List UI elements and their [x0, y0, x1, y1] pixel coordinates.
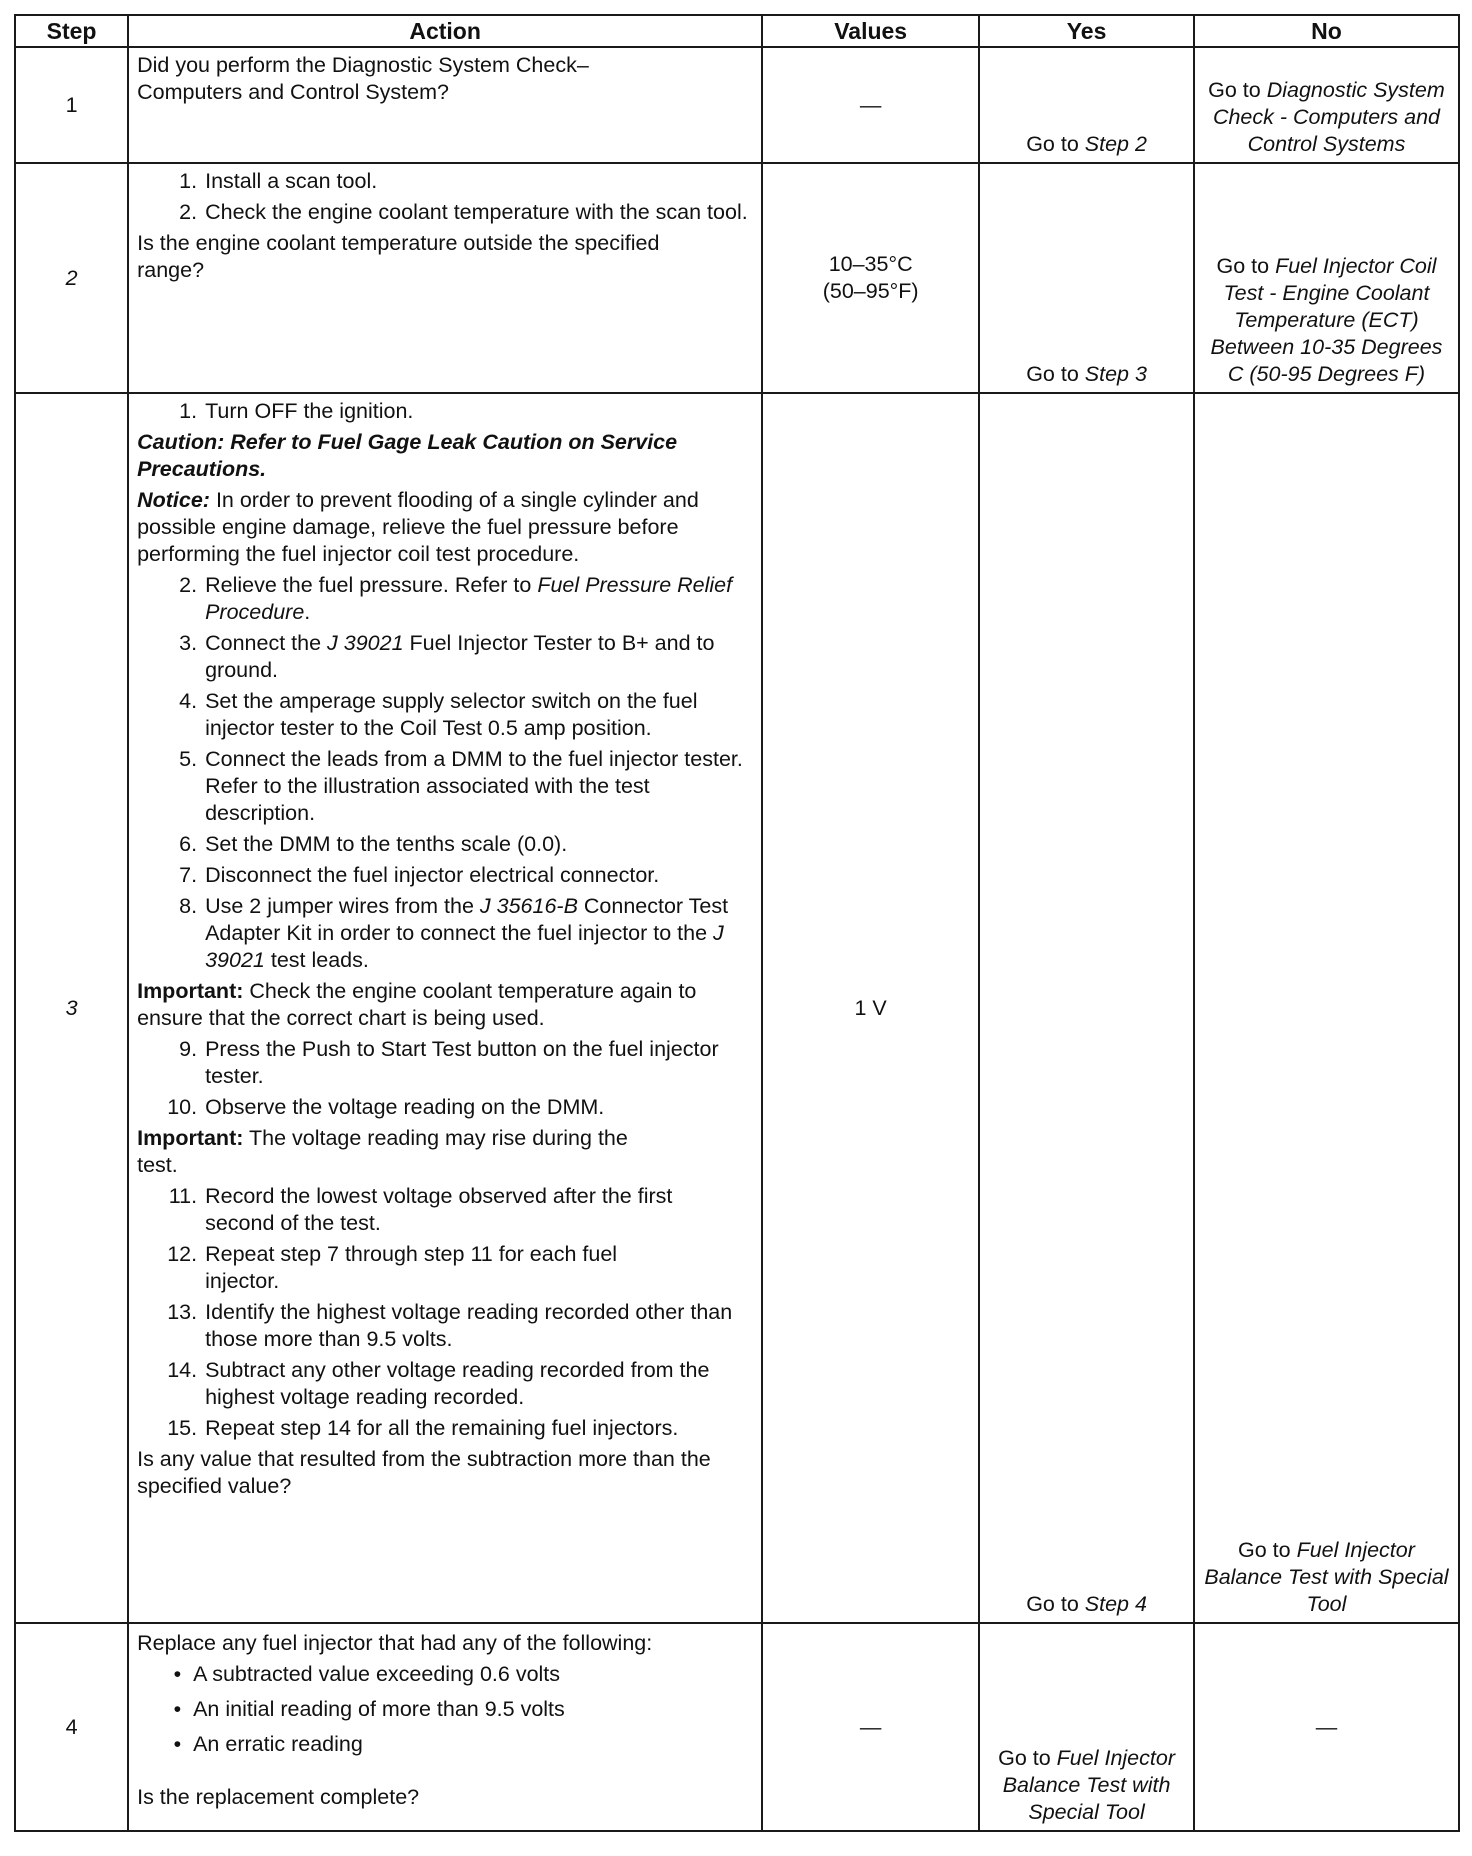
header-values: Values — [762, 15, 979, 47]
item-text: Check the engine coolant temperature with the scan tool. — [205, 200, 748, 224]
item-text: Connect the leads from a DMM to the fuel injector tester. Refer to the illustration associated with the test description. — [205, 747, 743, 825]
action-cell — [128, 1623, 762, 1831]
diagnostic-procedure — [14, 14, 1460, 1832]
item-text: Connect the J 39021 Fuel Injector Tester to B+ and to ground. — [205, 631, 715, 682]
item-number: 9. — [179, 1037, 198, 1061]
header-action: Action — [128, 15, 762, 47]
item-text: Observe the voltage reading on the DMM. — [205, 1095, 605, 1119]
bullet-icon: • — [173, 1732, 182, 1756]
item-text: Disconnect the fuel injector electrical connector. — [205, 863, 660, 887]
yes-prefix: Go to — [1026, 132, 1085, 156]
list-item — [137, 630, 753, 684]
header-step: Step — [15, 15, 128, 47]
table-row — [15, 163, 1459, 393]
value-celsius: 10–35°C — [828, 252, 913, 276]
table-row — [15, 1623, 1459, 1831]
action-cell — [128, 393, 762, 1623]
list-item — [137, 1731, 753, 1758]
item-number: 1. — [179, 169, 198, 193]
yes-cell — [979, 393, 1194, 1623]
action-question: Did you perform the Diagnostic System Check–Computers and Control System? — [137, 53, 589, 104]
value-cell: 1 V — [762, 393, 979, 1623]
step-list — [137, 398, 753, 425]
list-item — [137, 893, 753, 974]
item-text: Set the amperage supply selector switch on the fuel injector tester to the Coil Test 0.5 amp position. — [205, 689, 698, 740]
value-cell — [762, 163, 979, 393]
list-item — [137, 1415, 753, 1442]
list-item — [137, 168, 753, 195]
tool-reference: J 39021 — [205, 921, 724, 972]
no-link[interactable]: Fuel Injector Coil Test - Engine Coolant Temperature (ECT) Between 10-35 Degrees C (50-95 Degrees F) — [1210, 254, 1443, 386]
step-number: 4 — [15, 1623, 128, 1831]
list-item — [137, 1183, 753, 1237]
item-number: 15. — [167, 1416, 198, 1440]
yes-link[interactable]: Step 2 — [1084, 132, 1147, 156]
list-item — [137, 1299, 753, 1353]
notice-text: In order to prevent flooding of a single cylinder and possible engine damage, relieve the fuel pressure before performing the fuel injector coil test procedure. — [137, 488, 699, 566]
action-cell — [128, 47, 762, 163]
action-question: Is the replacement complete? — [137, 1785, 420, 1809]
important-text: The voltage reading may rise during the test. — [137, 1126, 628, 1177]
list-item — [137, 199, 753, 226]
item-text: Turn OFF the ignition. — [205, 399, 414, 423]
important-note — [137, 1125, 753, 1179]
list-item — [137, 572, 753, 626]
step-number: 2 — [15, 163, 128, 393]
important-label: Important: — [137, 1126, 244, 1150]
item-number: 3. — [179, 631, 198, 655]
step-list — [137, 1183, 753, 1442]
item-number: 6. — [179, 832, 198, 856]
yes-prefix: Go to — [1026, 362, 1085, 386]
list-item — [137, 746, 753, 827]
yes-cell — [979, 163, 1194, 393]
list-item — [137, 398, 753, 425]
yes-cell — [979, 1623, 1194, 1831]
notice-note — [137, 487, 753, 568]
item-text: Subtract any other voltage reading recorded from the highest voltage reading recorded. — [205, 1358, 710, 1409]
item-number: 13. — [167, 1300, 198, 1324]
no-prefix: Go to — [1208, 78, 1267, 102]
diagnostic-table — [14, 14, 1460, 1832]
item-number: 4. — [179, 689, 198, 713]
no-cell: — — [1194, 1623, 1459, 1831]
item-text: An initial reading of more than 9.5 volts — [193, 1697, 565, 1721]
tool-reference: J 35616-B — [479, 894, 578, 918]
list-item — [137, 1241, 753, 1295]
no-prefix: Go to — [1238, 1538, 1297, 1562]
yes-cell — [979, 47, 1194, 163]
step-list — [137, 572, 753, 974]
step-number: 1 — [15, 47, 128, 163]
important-note — [137, 978, 753, 1032]
bullet-icon: • — [173, 1697, 182, 1721]
item-text: Repeat step 7 through step 11 for each fuel injector. — [205, 1242, 618, 1293]
item-number: 8. — [179, 894, 198, 918]
yes-prefix: Go to — [998, 1746, 1057, 1770]
yes-link[interactable]: Step 3 — [1084, 362, 1147, 386]
step-list — [137, 1036, 753, 1121]
no-link[interactable]: Fuel Injector Balance Test with Special Tool — [1204, 1538, 1449, 1616]
header-yes: Yes — [979, 15, 1194, 47]
item-text: Repeat step 14 for all the remaining fuel injectors. — [205, 1416, 679, 1440]
no-prefix: Go to — [1216, 254, 1276, 278]
item-number: 10. — [167, 1095, 198, 1119]
value-cell: — — [762, 1623, 979, 1831]
item-text: A subtracted value exceeding 0.6 volts — [193, 1662, 561, 1686]
list-item — [137, 1696, 753, 1723]
item-text: Set the DMM to the tenths scale (0.0). — [205, 832, 568, 856]
procedure-link[interactable]: Fuel Pressure Relief Procedure — [205, 573, 733, 624]
item-number: 11. — [168, 1184, 198, 1208]
no-cell — [1194, 393, 1459, 1623]
action-cell — [128, 163, 762, 393]
action-question: Is any value that resulted from the subtraction more than the specified value? — [137, 1447, 711, 1498]
table-row — [15, 47, 1459, 163]
item-text: Relieve the fuel pressure. Refer to Fuel Pressure Relief Procedure. — [205, 573, 733, 624]
no-cell — [1194, 47, 1459, 163]
item-number: 2. — [179, 200, 198, 224]
list-item — [137, 862, 753, 889]
item-text: Press the Push to Start Test button on the fuel injector tester. — [205, 1037, 719, 1088]
action-intro: Replace any fuel injector that had any of the following: — [137, 1631, 653, 1655]
bullet-icon: • — [173, 1662, 182, 1686]
no-cell — [1194, 163, 1459, 393]
item-number: 5. — [179, 747, 198, 771]
value-fahrenheit: (50–95°F) — [822, 279, 919, 303]
step-list — [137, 168, 753, 226]
list-item — [137, 688, 753, 742]
item-text: Install a scan tool. — [205, 169, 378, 193]
list-item — [137, 1357, 753, 1411]
yes-link[interactable]: Step 4 — [1084, 1592, 1147, 1616]
step-number: 3 — [15, 393, 128, 1623]
item-number: 1. — [179, 399, 198, 423]
item-text: Identify the highest voltage reading recorded other than those more than 9.5 volts. — [205, 1300, 733, 1351]
item-text: Record the lowest voltage observed after the first second of the test. — [205, 1184, 673, 1235]
list-item — [137, 831, 753, 858]
item-number: 14. — [167, 1358, 198, 1382]
item-number: 7. — [179, 863, 198, 887]
item-text: Use 2 jumper wires from the J 35616-B Connector Test Adapter Kit in order to connect the fuel injector to the J 39021 test leads. — [205, 894, 729, 972]
important-text: Check the engine coolant temperature again to ensure that the correct chart is being used. — [137, 979, 697, 1030]
yes-prefix: Go to — [1026, 1592, 1085, 1616]
value-cell: — — [762, 47, 979, 163]
caution-note: Caution: Refer to Fuel Gage Leak Caution on Service Precautions. — [137, 430, 678, 481]
action-question: Is the engine coolant temperature outside the specified range? — [137, 231, 660, 282]
no-link[interactable]: Diagnostic System Check - Computers and Control Systems — [1212, 78, 1445, 156]
header-no: No — [1194, 15, 1459, 47]
yes-link[interactable]: Fuel Injector Balance Test with Special Tool — [1002, 1746, 1175, 1824]
important-label: Important: — [137, 979, 244, 1003]
header-row — [15, 15, 1459, 47]
criteria-list — [137, 1661, 753, 1758]
item-number: 12. — [167, 1242, 198, 1266]
list-item — [137, 1661, 753, 1688]
item-text: An erratic reading — [193, 1732, 363, 1756]
list-item — [137, 1036, 753, 1090]
tool-reference: J 39021 — [327, 631, 404, 655]
table-row — [15, 393, 1459, 1623]
item-number: 2. — [179, 573, 198, 597]
notice-label: Notice: — [137, 488, 210, 512]
list-item — [137, 1094, 753, 1121]
